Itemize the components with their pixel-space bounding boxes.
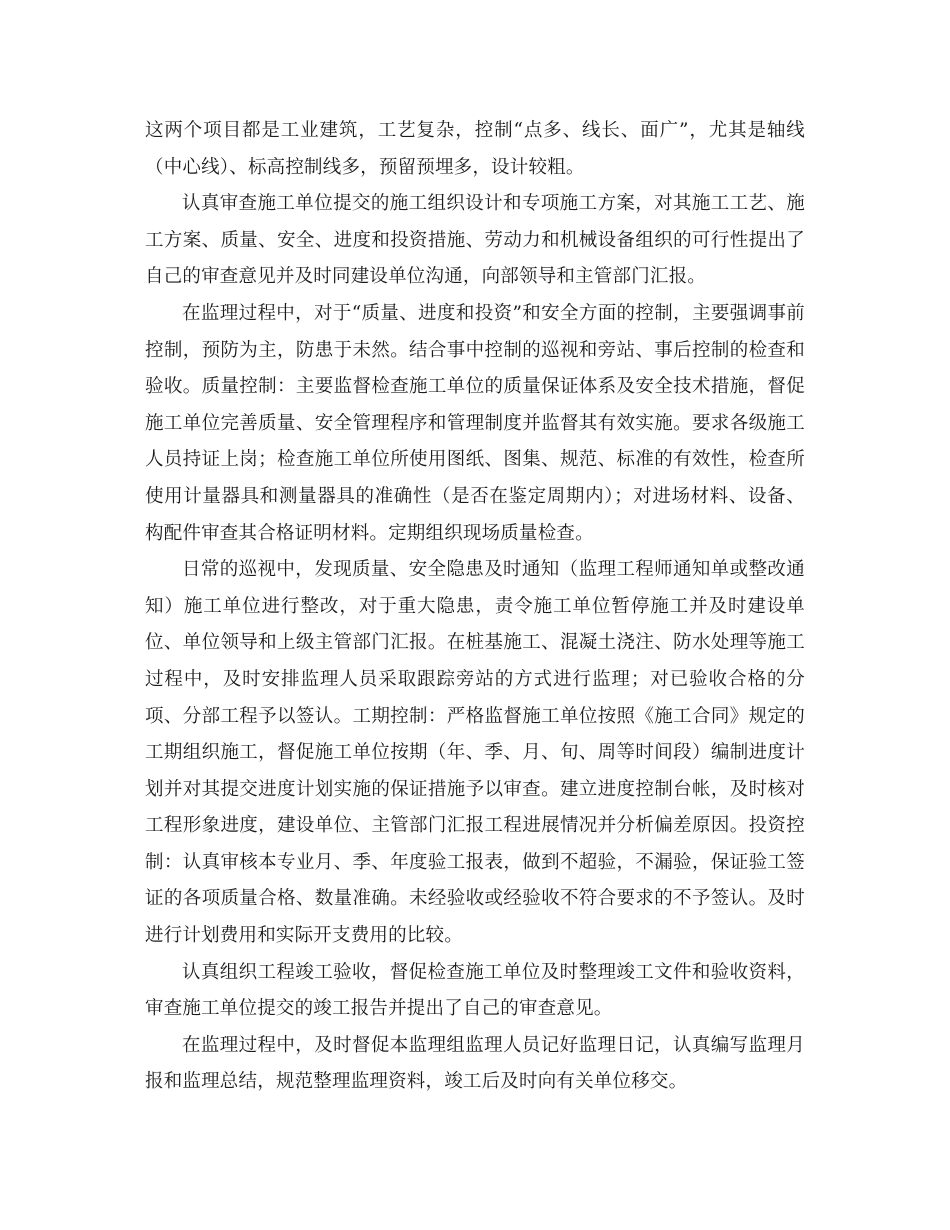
paragraph-supervision-records: 在监理过程中，及时督促本监理组监理人员记好监理日记，认真编写监理月报和监理总结，规范整理监理资料，竣工后及时向有关单位移交。 xyxy=(145,1034,805,1093)
paragraph-continuation: 这两个项目都是工业建筑，工艺复杂，控制“点多、线长、面广”，尤其是轴线（中心线）、标高控制线多，预留预埋多，设计较粗。 xyxy=(145,120,805,178)
document-body xyxy=(145,113,805,1101)
paragraph-completion-acceptance: 认真组织工程竣工验收，督促检查施工单位及时整理竣工文件和验收资料，审查施工单位提交的竣工报告并提出了自己的审查意见。 xyxy=(145,961,805,1020)
paragraph-design-review: 认真审查施工单位提交的施工组织设计和专项施工方案，对其施工工艺、施工方案、质量、安全、进度和投资措施、劳动力和机械设备组织的可行性提出了自己的审查意见并及时同建设单位沟通，向部领导和主管部门汇报。 xyxy=(145,193,805,288)
paragraph-inspection-schedule-investment: 日常的巡视中，发现质量、安全隐患及时通知（监理工程师通知单或整改通知）施工单位进行整改，对于重大隐患，责令施工单位暂停施工并及时建设单位、单位领导和上级主管部门汇报。在桩基施工、混凝土浇注、防水处理等施工过程中，及时安排监理人员采取跟踪旁站的方式进行监理；对已验收合格的分项、分部工程予以签认。工期控制：严格监督施工单位按照《施工合同》规定的工期组织施工，督促施工单位按期（年、季、月、旬、周等时间段）编制进度计划并对其提交进度计划实施的保证措施予以审查。建立进度控制台帐，及时核对工程形象进度，建设单位、主管部门汇报工程进展情况并分析偏差原因。投资控制：认真审核本专业月、季、年度验工报表，做到不超验，不漏验，保证验工签证的各项质量合格、数量准确。未经验收或经验收不符合要求的不予签认。及时进行计划费用和实际开支费用的比较。 xyxy=(145,559,805,947)
paragraph-quality-control: 在监理过程中，对于“质量、进度和投资”和安全方面的控制，主要强调事前控制，预防为主，防患于未然。结合事中控制的巡视和旁站、事后控制的检查和验收。质量控制：主要监督检查施工单位的质量保证体系及安全技术措施，督促施工单位完善质量、安全管理程序和管理制度并监督其有效实施。要求各级施工人员持证上岗；检查施工单位所使用图纸、图集、规范、标准的有效性，检查所使用计量器具和测量器具的准确性（是否在鉴定周期内）；对进场材料、设备、构配件审查其合格证明材料。定期组织现场质量检查。 xyxy=(145,302,805,544)
